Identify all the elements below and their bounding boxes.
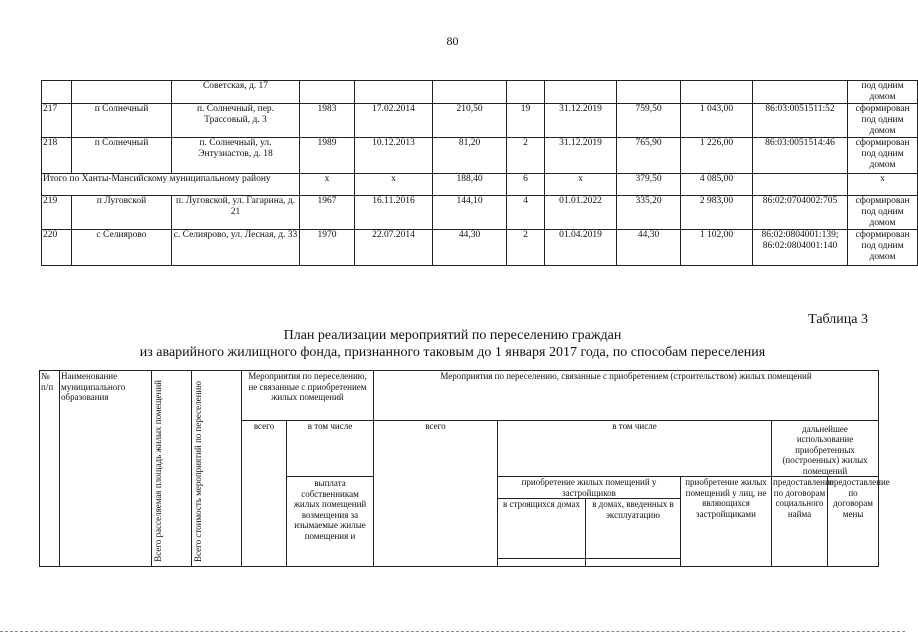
cadastre-cell: 86:02:0704002:705 xyxy=(753,196,848,230)
year-cell: 1989 xyxy=(300,138,355,174)
address-cell: с. Селиярово, ул. Лесная, д. 33 xyxy=(172,230,300,266)
resettlement-plan-header-table xyxy=(39,370,890,567)
row-number: 217 xyxy=(42,104,72,138)
total-date: x xyxy=(355,174,433,196)
people-cell: 2 xyxy=(507,138,545,174)
resettle-area-cell: 335,20 xyxy=(617,196,681,230)
header-related: Мероприятия по переселению, связанные с приобретением (строительством) жилых помещений xyxy=(374,371,879,421)
header-under-construction: в строящихся домах xyxy=(498,499,586,559)
deadline-cell: 01.01.2022 xyxy=(545,196,617,230)
year-cell: 1967 xyxy=(300,196,355,230)
table-row xyxy=(42,104,918,138)
table-row xyxy=(42,81,918,104)
header-payment: выплата собственникам жилых помещений возмещения за изымаемые жилые помещения и xyxy=(287,477,374,567)
note-cell: сформирован под одним домом xyxy=(848,104,918,138)
address-cell: п. Солнечный, пер. Трассовый, д. 3 xyxy=(172,104,300,138)
total-deadline: x xyxy=(545,174,617,196)
total-area: 188,40 xyxy=(433,174,507,196)
total-row xyxy=(42,174,918,196)
cadastre-cell: 86:03:0051514:46 xyxy=(753,138,848,174)
note-cell: под одним домом xyxy=(848,81,918,104)
header-num: № п/п xyxy=(40,371,60,567)
row-number: 218 xyxy=(42,138,72,174)
table-label: Таблица 3 xyxy=(808,312,868,327)
total-cost: 4 085,00 xyxy=(681,174,753,196)
header-non-builders: приобретение жилых помещений у лиц, не являющихся застройщиками xyxy=(681,477,772,567)
note-cell: сформирован под одним домом xyxy=(848,138,918,174)
cost-cell: 1 043,00 xyxy=(681,104,753,138)
table-row xyxy=(42,230,918,266)
date-cell: 22.07.2014 xyxy=(355,230,433,266)
header-incl-2: в том числе xyxy=(498,421,772,477)
area-cell: 144,10 xyxy=(433,196,507,230)
resettle-area-cell: 44,30 xyxy=(617,230,681,266)
year-cell: 1970 xyxy=(300,230,355,266)
deadline-cell: 31.12.2019 xyxy=(545,138,617,174)
header-all-1: всего xyxy=(242,421,287,567)
header-from-builders: приобретение жилых помещений у застройщиков xyxy=(498,477,681,499)
total-people: 6 xyxy=(507,174,545,196)
header-total-cost xyxy=(192,371,242,567)
address-cell: Советская, д. 17 xyxy=(172,81,300,104)
area-cell: 81,20 xyxy=(433,138,507,174)
header-total-area xyxy=(152,371,192,567)
deadline-cell: 01.04.2019 xyxy=(545,230,617,266)
header-in-use: в домах, введенных в эксплуатацию xyxy=(586,499,681,559)
page-number: 80 xyxy=(446,34,459,48)
header-social: предоставление по договорам социального найма xyxy=(772,477,828,567)
people-cell: 4 xyxy=(507,196,545,230)
settlement-cell: п Солнечный xyxy=(72,104,172,138)
date-cell: 17.02.2014 xyxy=(355,104,433,138)
total-label: Итого по Ханты-Мансийскому муниципальному району xyxy=(42,174,300,196)
table-row xyxy=(42,138,918,174)
table-row xyxy=(42,196,918,230)
total-note: x xyxy=(848,174,918,196)
cadastre-cell: 86:03:0051511:52 xyxy=(753,104,848,138)
row-number: 219 xyxy=(42,196,72,230)
settlement-cell: п Солнечный xyxy=(72,138,172,174)
header-all-2: всего xyxy=(374,421,498,567)
note-cell: сформирован под одним домом xyxy=(848,196,918,230)
total-resettle-area: 379,50 xyxy=(617,174,681,196)
header-exchange: предоставление по договорам мены xyxy=(828,477,879,567)
people-cell: 2 xyxy=(507,230,545,266)
table-title-line-2: из аварийного жилищного фонда, признанного таковым до 1 января 2017 года, по способам переселения xyxy=(139,345,766,360)
settlement-cell: п Луговской xyxy=(72,196,172,230)
resettle-area-cell: 759,50 xyxy=(617,104,681,138)
header-total-area-text: Всего расселяемая площадь жилых помещений xyxy=(153,380,163,562)
header-incl-1: в том числе xyxy=(287,421,374,477)
row-number: 220 xyxy=(42,230,72,266)
scan-edge xyxy=(0,631,905,632)
area-cell: 44,30 xyxy=(433,230,507,266)
table-title-line-1: План реализации мероприятий по переселению граждан xyxy=(283,328,622,343)
area-cell: 210,50 xyxy=(433,104,507,138)
date-cell: 10.12.2013 xyxy=(355,138,433,174)
header-name: Наименование муниципального образования xyxy=(60,371,152,567)
cost-cell: 1 226,00 xyxy=(681,138,753,174)
address-cell: п. Луговской, ул. Гагарина, д. 21 xyxy=(172,196,300,230)
people-cell: 19 xyxy=(507,104,545,138)
housing-table-continued xyxy=(41,80,918,266)
header-total-cost-text: Всего стоимость мероприятий по переселению xyxy=(193,381,203,562)
resettle-area-cell: 765,90 xyxy=(617,138,681,174)
deadline-cell: 31.12.2019 xyxy=(545,104,617,138)
date-cell: 16.11.2016 xyxy=(355,196,433,230)
address-cell: п. Солнечный, ул. Энтузиастов, д. 18 xyxy=(172,138,300,174)
settlement-cell: с Селиярово xyxy=(72,230,172,266)
cadastre-cell: 86:02:0804001:139; 86:02:0804001:140 xyxy=(753,230,848,266)
total-year: x xyxy=(300,174,355,196)
cost-cell: 2 983,00 xyxy=(681,196,753,230)
year-cell: 1983 xyxy=(300,104,355,138)
cost-cell: 1 102,00 xyxy=(681,230,753,266)
header-not-related: Мероприятия по переселению, не связанные с приобретением жилых помещений xyxy=(242,371,374,421)
header-further-use: дальнейшее использование приобретенных (построенных) жилых помещений xyxy=(772,421,879,477)
note-cell: сформирован под одним домом xyxy=(848,230,918,266)
